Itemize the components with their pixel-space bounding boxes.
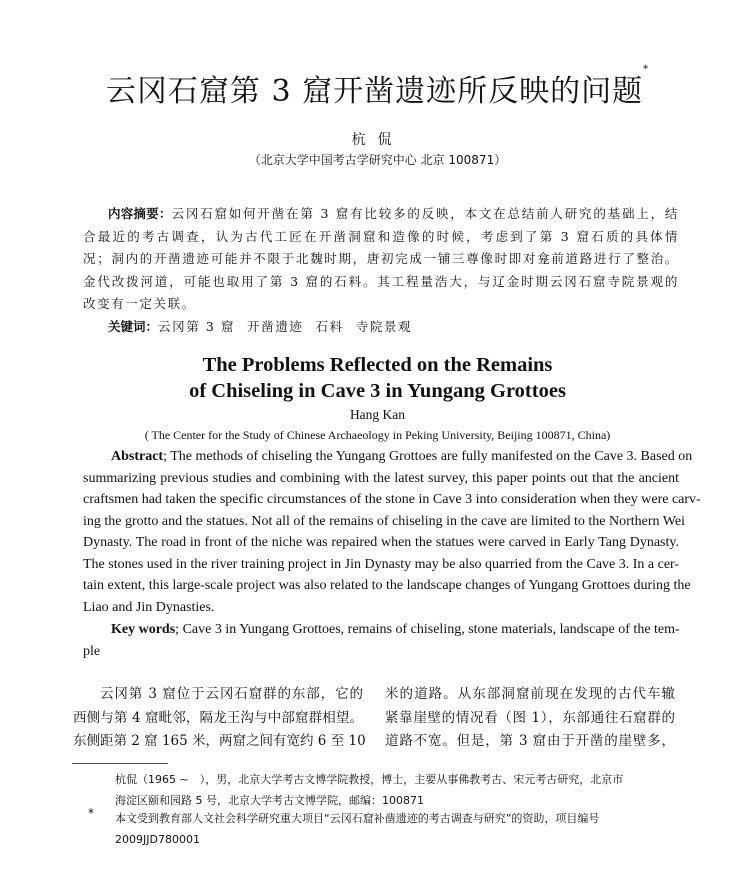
paper-title-text: 云冈石窟第 3 窟开凿遗迹所反映的问题 [105, 74, 644, 109]
abstract-en-line: Dynasty. The road in front of the niche was repaired when the statues were carved in Early Tang Dynasty. [83, 535, 679, 550]
abstract-en [83, 446, 701, 618]
abstract-en-line: tain extent, this large-scale project was also related to the landscape changes of Yungang Grottoes during the [83, 578, 691, 593]
footnote-divider [72, 763, 168, 764]
paper-title [0, 66, 755, 110]
title-footnote-mark: * [643, 64, 650, 75]
keyword-cn: 开凿遗迹 [247, 319, 304, 334]
keywords-cn [83, 316, 679, 339]
keywords-en-line [83, 619, 679, 641]
keyword-cn: 寺院景观 [355, 319, 413, 334]
author-name-cn: 杭侃 [351, 132, 404, 148]
keywords-cn-label: 关键词： [108, 319, 159, 334]
affiliation-en: ( The Center for the Study of Chinese Archaeology in Peking University, Beijing 100871, China) [144, 428, 611, 442]
abstract-en-text: The methods of chiseling the Yungang Grottoes are fully manifested on the Cave 3. Based on [170, 449, 693, 464]
keywords-en-sep: ; [175, 622, 183, 637]
footnote-fund-mark: * [88, 806, 94, 820]
abstract-en-line: The stones used in the river training project in Jin Dynasty may be also quarried from the Cave 3. In a cer- [83, 556, 680, 572]
footnote-author [115, 769, 685, 811]
body-line: 东侧距第 2 窟 165 米，两窟之间有宽约 6 至 10 [73, 733, 366, 749]
english-title-line: of Chiseling in Cave 3 in Yungang Grottoes [189, 380, 566, 402]
body-column-right [385, 683, 675, 754]
abstract-en-sep: ; [163, 449, 171, 464]
footnote-line: 2009JJD780001 [115, 833, 200, 846]
body-line: 云冈第 3 窟位于云冈石窟群的东部，它的 [100, 686, 363, 702]
keywords-en [83, 619, 679, 662]
abstract-en-line [83, 446, 693, 468]
keyword-cn: 云冈第 3 窟 [158, 319, 236, 334]
keyword-cn: 石料 [315, 319, 344, 334]
affiliation-cn: （北京大学中国考古学研究中心 北京 100871） [248, 153, 507, 167]
abstract-en-line: ing the grotto and the statues. Not all of the remains of chiseling in the cave are limited to the Northern Wei [83, 513, 685, 529]
body-line: 道路不宽。但是，第 3 窟由于开凿的崖壁多， [385, 733, 675, 749]
abstract-en-line: summarizing previous studies and combining with the latest survey, this paper points out that the ancient [83, 470, 679, 486]
body-line: 紧靠崖壁的情况看（图 1），东部通往石窟群的 [385, 709, 675, 726]
footnote-line: 本文受到教育部人文社会科学研究重大项目“云冈石窟补凿遗迹的考古调查与研究”的资助，项目编号 [115, 812, 600, 825]
abstract-cn-label: 内容摘要： [108, 206, 172, 221]
abstract-en-line: craftsmen had taken the specific circumstances of the stone in Cave 3 into consideration when they were carv- [83, 492, 701, 507]
keywords-en-label: Key words [111, 622, 176, 637]
keywords-en-text: Cave 3 in Yungang Grottoes, remains of chiseling, stone materials, landscape of the tem- [182, 622, 680, 637]
abstract-en-line: Liao and Jin Dynasties. [83, 599, 215, 615]
keywords-en-line: ple [83, 643, 101, 659]
english-title [0, 352, 755, 404]
footnote-line: 海淀区颐和园路 5 号，北京大学考古文博学院，邮编：100871 [115, 794, 424, 807]
body-column-left [73, 683, 366, 754]
body-line: 米的道路。从东部洞窟前现在发现的古代车辙 [385, 686, 675, 702]
footnote-funding [115, 808, 685, 850]
body-line: 西侧与第 4 窟毗邻，隔龙王沟与中部窟群相望。 [73, 709, 363, 726]
english-title-line: The Problems Reflected on the Remains [202, 354, 553, 376]
abstract-en-label: Abstract [111, 449, 164, 464]
abstract-cn-text: 云冈石窟如何开凿在第 3 窟有比较多的反映，本文在总结前人研究的基础上，结合最近的考古调查，认为古代工匠在开凿洞窟和造像的时候，考虑到了第 3 窟石质的具体情况；洞内的开凿遗迹可能并不限于北魏时期，唐初完成一铺三尊像时即对龛前道路进行了整治。金代改拨河道，可能也取用了第 3 窟的石料。其工程量浩大，与辽金时期云冈石窟寺院景观的改变有一定关联。 [83, 206, 679, 311]
author-name-en: Hang Kan [349, 407, 406, 422]
abstract-cn [83, 203, 679, 316]
footnote-line: 杭侃（1965 ~ ），男，北京大学考古文博学院教授，博士，主要从事佛教考古、宋元考古研究，北京市 [115, 773, 624, 786]
